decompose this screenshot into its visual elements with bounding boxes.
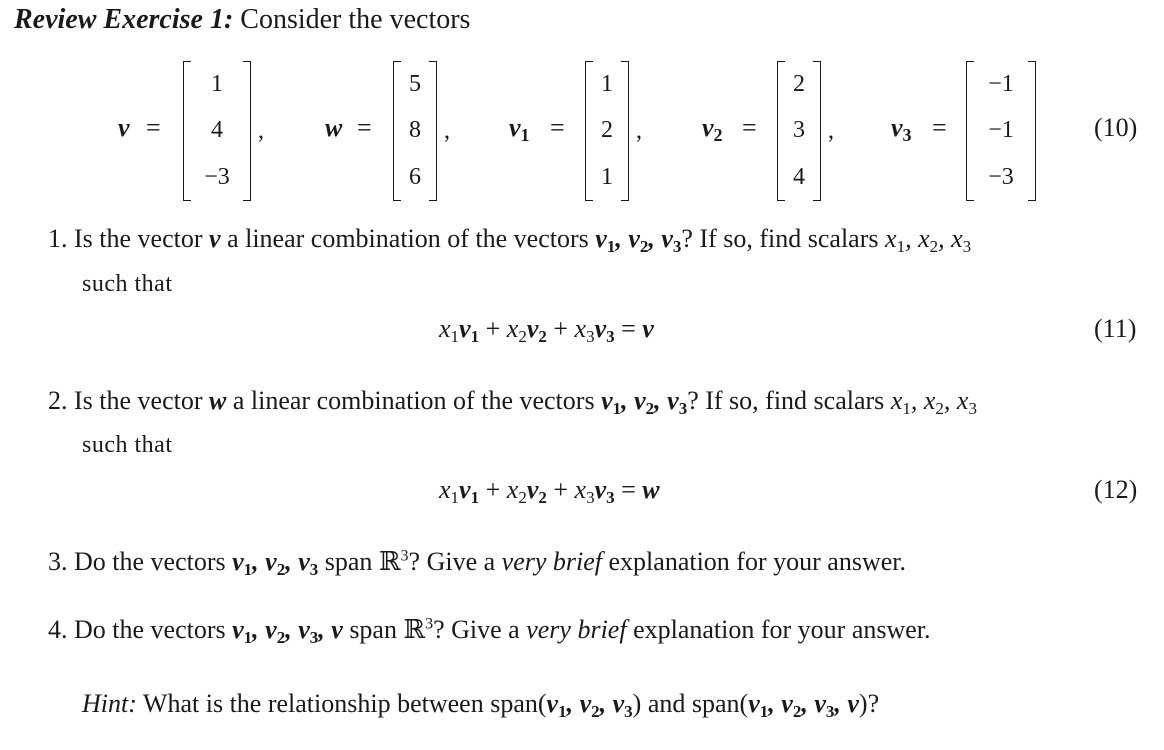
item-text: a linear combination of the vectors xyxy=(232,386,595,415)
vector-v-matrix xyxy=(183,61,251,201)
vector-list: $v_1$, $v_2$, $v_3$ xyxy=(595,224,682,256)
matrix-entry: 8 xyxy=(409,117,421,144)
hint-text: ? xyxy=(867,689,880,718)
comma: , xyxy=(258,118,264,144)
span-expression: $span(v_1$, $v_2$, $v_3$, v) xyxy=(691,689,868,721)
comma: , xyxy=(636,118,642,144)
vector-list: $v_1$, $v_2$, $v_3$ xyxy=(232,547,319,579)
exercise-label: Review Exercise 1: xyxy=(14,4,234,35)
comma: , xyxy=(828,118,834,144)
matrix-entry: 6 xyxy=(409,164,421,191)
equals-sign: = xyxy=(146,113,161,142)
item-text: span xyxy=(324,547,373,576)
vector-v3-matrix xyxy=(966,61,1036,201)
equation-number: (11) xyxy=(1094,314,1137,343)
item-text: ? Give a xyxy=(433,615,520,644)
matrix-entry: 4 xyxy=(793,164,805,191)
equals-sign: = xyxy=(932,113,947,142)
matrix-entry: −1 xyxy=(988,117,1014,144)
equation-11: $x_1v_1 + x_2v_2 + x_3v_3 = v$ xyxy=(439,314,654,346)
vector-symbol: w xyxy=(209,386,227,415)
equation-rhs: w xyxy=(642,475,660,504)
question-1 xyxy=(48,224,971,257)
vector-w-label: w xyxy=(325,113,343,142)
matrix-entry: 1 xyxy=(601,70,613,97)
question-2-continuation: such that xyxy=(82,432,173,458)
exercise-title xyxy=(14,4,470,36)
vector-v1-matrix xyxy=(585,61,629,201)
scalar-list: $x_1$, $x_2$, $x_3$ xyxy=(885,224,972,256)
equation-12: $x_1v_1 + x_2v_2 + x_3v_3 = w$ xyxy=(439,475,660,507)
question-2 xyxy=(48,386,977,419)
emphasis: very brief xyxy=(501,547,603,576)
equation-rhs: v xyxy=(642,314,654,343)
matrix-entry: 4 xyxy=(211,117,223,144)
equals-sign: = xyxy=(550,113,565,142)
item-text: Is the vector xyxy=(74,224,203,253)
equals-sign: = xyxy=(357,113,372,142)
matrix-entry: 2 xyxy=(793,70,805,97)
emphasis: very brief xyxy=(526,615,627,644)
vector-v3-label: $v_3$ xyxy=(891,113,912,145)
matrix-entry: 3 xyxy=(793,117,805,144)
item-text: a linear combination of the vectors xyxy=(227,224,589,253)
item-text: Do the vectors xyxy=(74,547,226,576)
item-text: explanation for your answer. xyxy=(633,615,931,644)
matrix-entry: 1 xyxy=(211,70,223,97)
vector-list: $v_1$, $v_2$, $v_3$ xyxy=(601,386,688,418)
exercise-intro: Consider the vectors xyxy=(240,4,471,35)
vector-v-label: v xyxy=(118,113,130,142)
span-expression: $span(v_1$, $v_2$, $v_3$) xyxy=(490,689,642,721)
hint xyxy=(82,689,879,722)
item-text: ? If so, find scalars xyxy=(681,224,879,253)
vector-symbol: v xyxy=(209,224,221,253)
equals-sign: = xyxy=(742,113,757,142)
question-4 xyxy=(48,615,931,648)
item-text: explanation for your answer. xyxy=(608,547,906,576)
hint-label: Hint: xyxy=(82,689,137,718)
item-text: Do the vectors xyxy=(74,615,226,644)
matrix-entry: −3 xyxy=(988,164,1014,191)
item-text: ? If so, find scalars xyxy=(687,386,885,415)
vector-list: $v_1$, $v_2$, $v_3$, v xyxy=(232,615,343,647)
question-1-continuation: such that xyxy=(82,271,173,297)
hint-text: and xyxy=(647,689,686,718)
matrix-entry: 2 xyxy=(601,117,613,144)
vector-v1-label: $v_1$ xyxy=(509,113,530,145)
matrix-entry: −3 xyxy=(204,164,230,191)
item-text: span xyxy=(349,615,397,644)
item-number: 1. xyxy=(48,224,68,253)
comma: , xyxy=(444,118,450,144)
reals-cubed: ℝ$^3$ xyxy=(378,547,409,576)
matrix-entry: 1 xyxy=(601,164,613,191)
equation-number: (10) xyxy=(1094,113,1138,142)
question-3 xyxy=(48,547,906,580)
vector-v2-matrix xyxy=(777,61,821,201)
item-number: 3. xyxy=(48,547,68,576)
item-number: 2. xyxy=(48,386,68,415)
hint-text: What is the relationship between xyxy=(142,689,484,718)
vector-v2-label: $v_2$ xyxy=(702,113,723,145)
equation-number: (12) xyxy=(1094,475,1138,504)
item-text: Is the vector xyxy=(74,386,203,415)
item-text: ? Give a xyxy=(408,547,496,576)
vector-w-matrix xyxy=(393,61,437,201)
matrix-entry: 5 xyxy=(409,70,421,97)
matrix-entry: −1 xyxy=(988,70,1014,97)
item-number: 4. xyxy=(48,615,68,644)
scalar-list: $x_1$, $x_2$, $x_3$ xyxy=(890,386,977,418)
reals-cubed: ℝ$^3$ xyxy=(403,615,434,644)
